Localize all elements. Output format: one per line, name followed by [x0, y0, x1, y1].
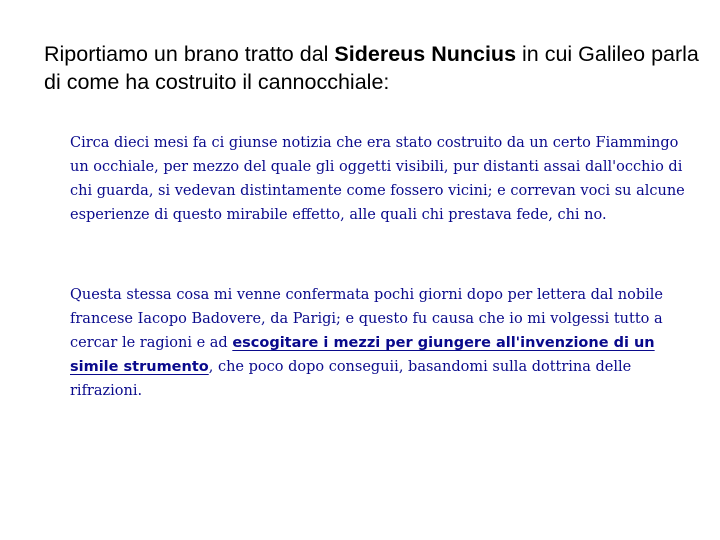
- highlighted-phrase: escogitare i mezzi per giungere all'invenzione di un simile strumento: [70, 335, 655, 375]
- quote-paragraph-2: [70, 283, 690, 403]
- work-title: Sidereus Nuncius: [334, 42, 517, 66]
- intro-text: [44, 40, 704, 96]
- intro-prefix: Riportiamo un brano tratto dal: [44, 42, 335, 66]
- intro-suffix: in cui Galileo parla di come ha costruito il cannocchiale:: [44, 42, 699, 94]
- quote-paragraph-2-start: Questa stessa cosa mi venne confermata pochi giorni dopo per lettera dal nobile francese Iacopo Badovere, da Parigi; e questo fu causa che io mi volgessi tutto a cercar le ragioni e ad: [70, 287, 663, 351]
- quote-paragraph-2-end: , che poco dopo conseguii, basandomi sulla dottrina delle rifrazioni.: [70, 359, 632, 399]
- quote-paragraph-1: Circa dieci mesi fa ci giunse notizia che era stato costruito da un certo Fiammingo un occhiale, per mezzo del quale gli oggetti visibili, pur distanti assai dall'occhio di chi guarda, si vedevan distintamente come fossero vicini; e correvan voci su alcune esperienze di questo mirabile effetto, alle quali chi prestava fede, chi no.: [70, 135, 685, 223]
